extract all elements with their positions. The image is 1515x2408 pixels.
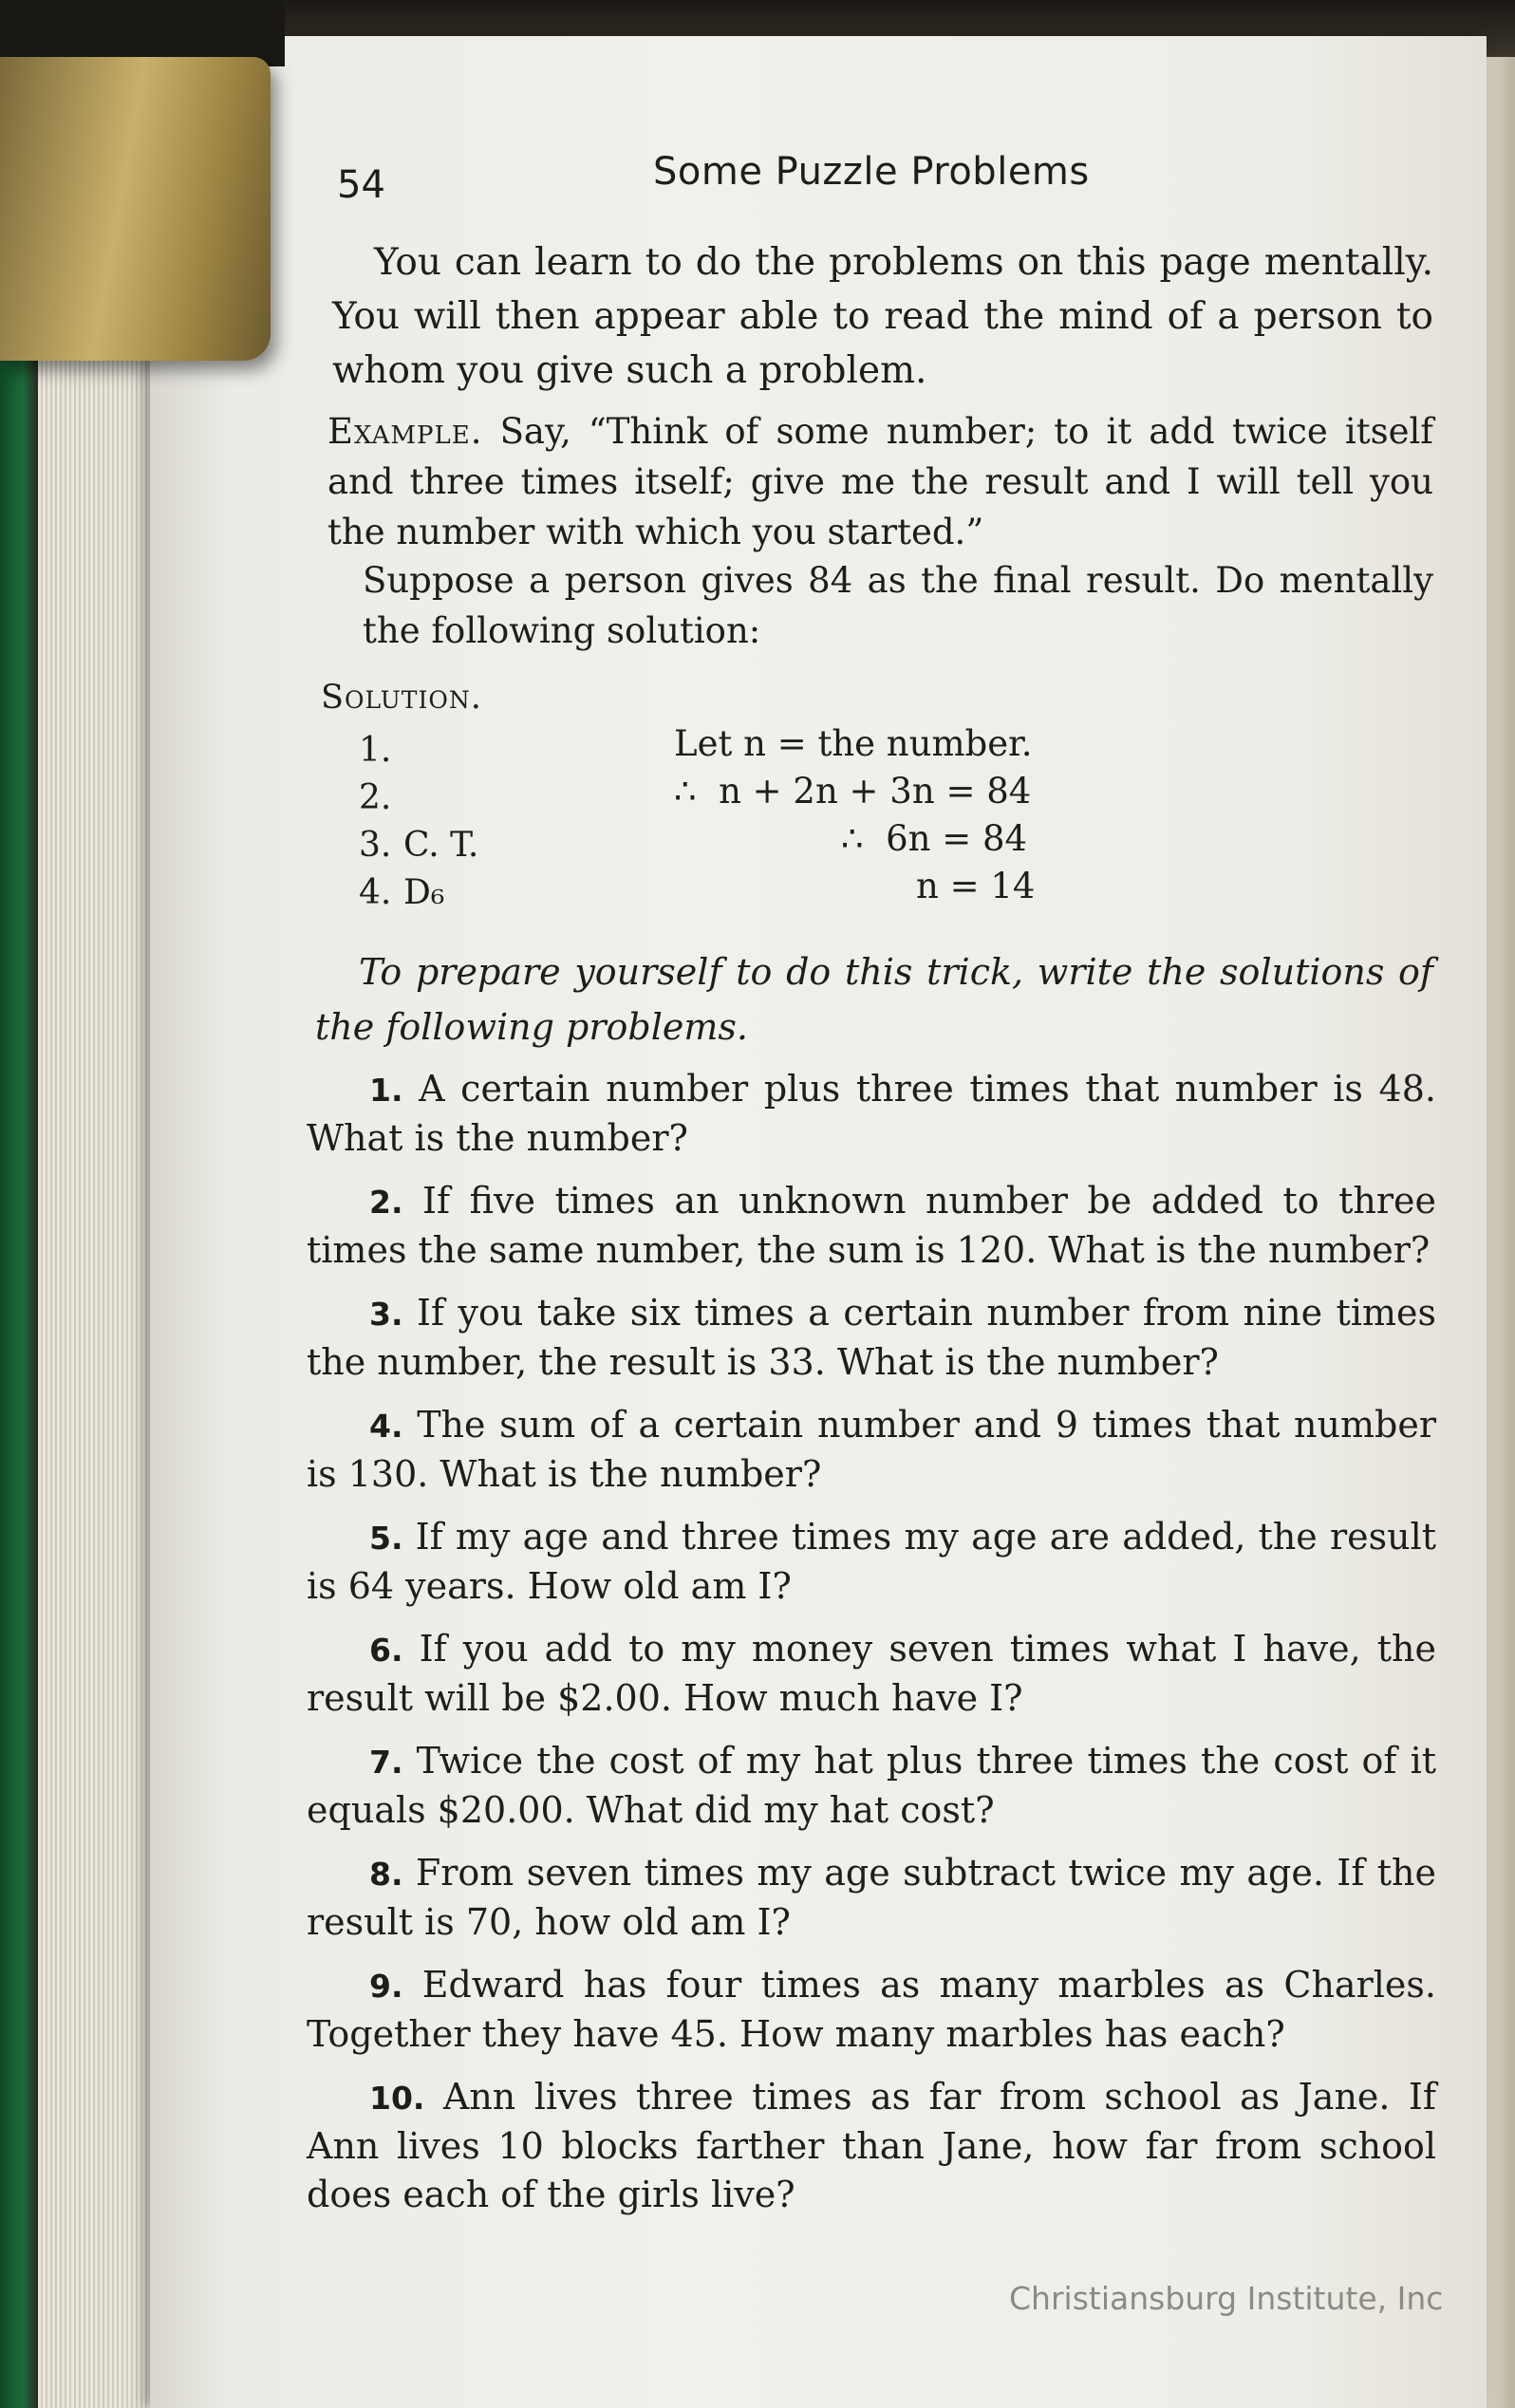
instruction-paragraph: To prepare yourself to do this trick, write the solutions of the following problems. [315,951,1433,1048]
problem-item [307,1177,1436,1275]
problem-text: Twice the cost of my hat plus three times the cost of it equals $20.00. What did my hat cost? [307,1740,1436,1831]
page-stack-edge [38,323,161,2408]
problem-text: A certain number plus three times that number is 48. What is the number? [307,1068,1436,1159]
step-equation: Let n = the number. [674,723,1033,764]
example-label: Example. [327,411,483,452]
problem-item [307,1961,1436,2059]
problem-item [307,1289,1436,1387]
problem-number: 7. [369,1744,403,1781]
problem-number: 10. [369,2080,425,2117]
problem-item [307,1737,1436,1835]
problem-item [307,1065,1436,1163]
step-reason: D₆ [403,873,445,912]
book-cover-edge [0,285,38,2408]
step-number: 4. [359,873,392,912]
step-equation: ∴ n + 2n + 3n = 84 [674,771,1032,812]
running-head: Some Puzzle Problems [653,150,1090,194]
example-continuation: Suppose a person gives 84 as the final result. Do mentally the following solution: [363,560,1433,651]
problem-item [307,1625,1436,1723]
problem-text: If you add to my money seven times what I have, the result will be $2.00. How much have I? [307,1628,1436,1719]
page-number: 54 [337,163,385,207]
step-number: 1. [359,731,392,770]
problem-item [307,2073,1436,2219]
intro-paragraph: You can learn to do the problems on this page mentally. You will then appear able to read the mind of a person to whom you give such a problem. [332,241,1433,392]
problem-number: 1. [369,1072,403,1109]
step-equation: ∴ 6n = 84 [841,818,1028,859]
example-paragraph [327,406,1433,557]
right-page-edge [1487,57,1515,2408]
problem-number: 5. [369,1520,403,1557]
problem-text: If my age and three times my age are added, the result is 64 years. How old am I? [307,1516,1436,1607]
problem-number: 8. [369,1856,403,1893]
problem-number: 4. [369,1408,403,1445]
example-text: Say, “Think of some number; to it add twice itself and three times itself; give me the result and I will tell you the number with which you started.” [327,411,1433,552]
problem-number: 9. [369,1968,403,2005]
watermark: Christiansburg Institute, Inc [1009,2280,1444,2317]
step-reason: C. T. [403,826,479,865]
problem-text: From seven times my age subtract twice my age. If the result is 70, how old am I? [307,1852,1436,1943]
problem-number: 6. [369,1632,403,1669]
problem-number: 2. [369,1184,403,1221]
problem-text: The sum of a certain number and 9 times that number is 130. What is the number? [307,1404,1436,1495]
problem-text: Ann lives three times as far from school as Jane. If Ann lives 10 blocks farther than Jane, how far from school does each of the girls live? [307,2076,1436,2215]
problem-list [307,1065,1436,2233]
problem-item [307,1849,1436,1947]
step-number: 2. [359,778,392,817]
step-number: 3. [359,826,392,865]
problem-text: If you take six times a certain number from nine times the number, the result is 33. What is the number? [307,1292,1436,1383]
problem-text: If five times an unknown number be added to three times the same number, the sum is 120. What is the number? [307,1180,1436,1271]
problem-item [307,1401,1436,1499]
problem-item [307,1513,1436,1611]
solution-label: Solution. [321,679,482,717]
step-equation: n = 14 [916,866,1036,906]
problem-number: 3. [369,1296,403,1333]
problem-text: Edward has four times as many marbles as Charles. Together they have 45. How many marbles has each? [307,1964,1436,2055]
page-clip [0,57,271,361]
